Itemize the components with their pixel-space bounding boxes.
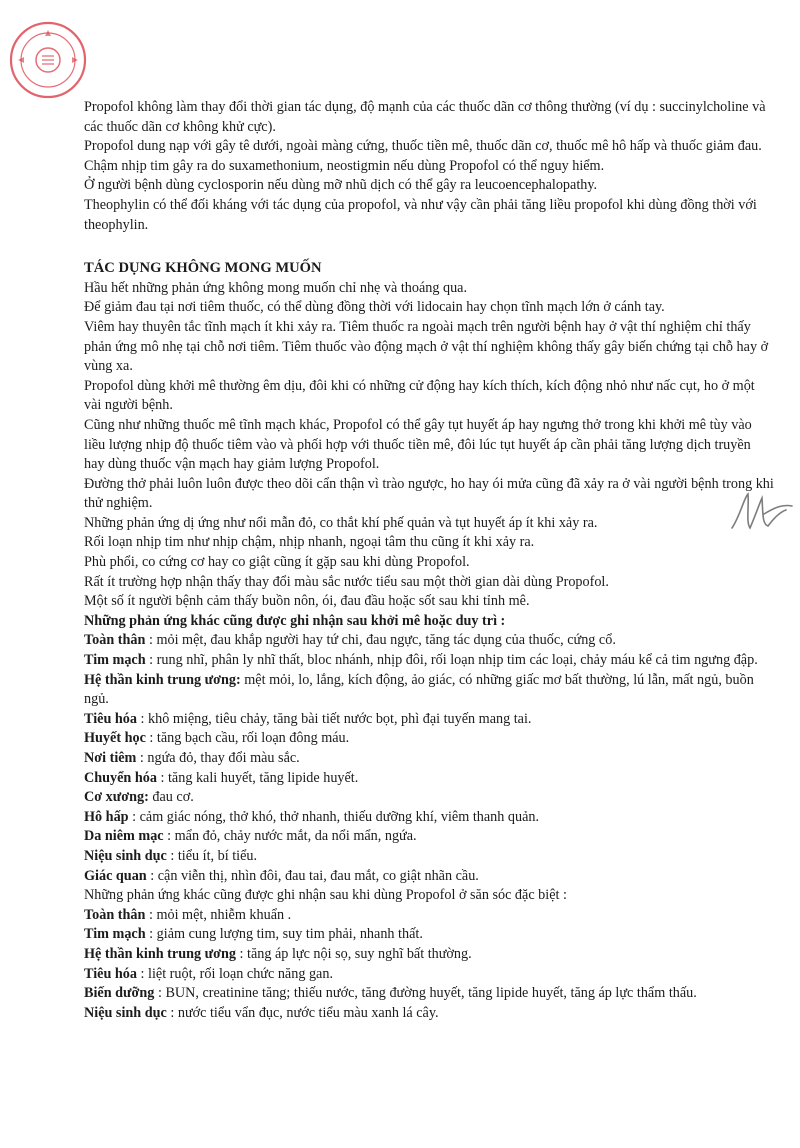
reaction-description: khô miệng, tiêu chảy, tăng bài tiết nước bọt, phì đại tuyến mang tai. [148,710,532,727]
adverse-paragraph: Viêm hay thuyên tắc tĩnh mạch ít khi xảy ra. Tiêm thuốc ra ngoài mạch trên người bệnh hay ở vật thí nghiệm chỉ thấy phản ứng mô nhẹ tại chỗ nơi tiêm. Tiêm thuốc vào động mạch ở vật thí nghiệm không thấy gây biến chứng tại chỗ hay ở vùng xa. [84,318,769,375]
section-heading-adverse-effects: TÁC DỤNG KHÔNG MONG MUỐN [84,260,322,277]
reaction-description: BUN, creatinine tăng; thiếu nước, tăng đường huyết, tăng lipide huyết, tăng áp lực thẩm thấu. [165,985,697,1002]
reaction-item [84,710,774,730]
adverse-paragraph: Những phản ứng dị ứng như nổi mẫn đỏ, co thắt khí phế quản và tụt huyết áp ít khi xảy ra. [84,514,598,531]
reaction-item [84,729,774,749]
adverse-paragraph: Một số ít người bệnh cảm thấy buồn nôn, ói, đau đầu hoặc sốt sau khi tỉnh mê. [84,593,530,610]
reaction-description: mệt mỏi, lo, lắng, kích động, ảo giác, có những giấc mơ bất thường, lú lẫn, mất ngủ, buồn ngủ. [84,671,754,708]
reaction-category: Tiêu hóa [84,965,137,982]
adverse-paragraph: Propofol dùng khởi mê thường êm dịu, đôi khi có những cử động hay kích thích, kích động nhỏ như nấc cụt, ho ở một vài người bệnh. [84,377,755,414]
reaction-description: cận viễn thị, nhìn đôi, đau tai, đau mắt, co giật nhãn cầu. [157,867,479,884]
reaction-separator: : [136,710,149,727]
reaction-separator: : [166,1004,178,1021]
reaction-category: Cơ xương: [84,789,149,806]
reaction-description: giảm cung lượng tim, suy tim phải, nhanh thất. [156,926,423,943]
reaction-category: Hô hấp [84,808,129,825]
reaction-separator: : [145,926,157,943]
adverse-paragraph: Hầu hết những phản ứng không mong muốn chỉ nhẹ và thoáng qua. [84,279,468,296]
interaction-paragraph-1: Propofol không làm thay đổi thời gian tác dụng, độ mạnh của các thuốc dãn cơ thông thường (ví dụ : succinylcholine và các thuốc dãn cơ không khử cực). [84,99,766,135]
reaction-item [84,631,774,651]
reaction-separator: : [163,828,175,845]
reaction-category: Niệu sinh dục [84,1004,167,1021]
reaction-separator: : [136,750,148,766]
adverse-paragraph: Rối loạn nhịp tim như nhịp chậm, nhịp nhanh, ngoại tâm thu cũng ít khi xảy ra. [84,534,535,551]
reaction-category: Huyết học [84,730,146,747]
reaction-separator: : [145,730,157,747]
reaction-separator: : [146,867,158,884]
adverse-paragraph: Phù phổi, co cứng cơ hay co giật cũng ít gặp sau khi dùng Propofol. [84,554,470,571]
reaction-item [84,867,774,887]
document-page [84,98,774,1023]
reaction-category: Toàn thân [84,906,146,923]
reaction-separator: : [235,945,248,962]
red-stamp-seal [8,20,88,100]
reaction-item [84,1004,774,1024]
reaction-description: mẩn đỏ, chảy nước mắt, da nổi mẩn, ngứa. [174,828,417,845]
subheading-intensive-care: Những phản ứng khác cũng được ghi nhận sau khi dùng Propofol ở săn sóc đặc biệt : [84,887,567,904]
reaction-item [84,651,774,671]
reaction-category: Chuyển hóa [84,769,157,786]
reaction-category: Giác quan [84,867,147,884]
reaction-description: tiểu ít, bí tiểu. [177,847,258,864]
reaction-separator: : [156,769,168,786]
reaction-category: Tim mạch [84,926,146,943]
intensive-care-list [84,906,774,1024]
reaction-separator: : [145,906,157,923]
adverse-paragraph: Rất ít trường hợp nhận thấy thay đổi màu sắc nước tiểu sau một thời gian dài dùng Propofol. [84,573,609,590]
reaction-item [84,906,774,926]
reaction-item [84,984,774,1004]
interaction-paragraph-5: Theophylin có thể đối kháng với tác dụng của propofol, và như vậy cần phải tăng liều propofol khi dùng đồng thời với theophylin. [84,196,757,233]
reaction-item [84,925,774,945]
reaction-category: Hệ thần kinh trung ương: [84,671,241,688]
adverse-paragraphs [84,279,774,612]
reaction-category: Toàn thân [84,632,146,649]
interaction-paragraph-2: Propofol dung nạp với gây tê dưới, ngoài màng cứng, thuốc tiền mê, thuốc dãn cơ, thuốc mê hô hấp và thuốc giảm đau. [84,138,762,155]
maintenance-list [84,631,774,886]
reaction-separator: : [166,847,178,864]
interaction-paragraph-3: Chậm nhịp tim gây ra do suxamethonium, neostigmin nếu dùng Propofol có thể nguy hiểm. [84,157,605,174]
reaction-item [84,945,774,965]
reaction-category: Tiêu hóa [84,710,137,727]
reaction-separator: : [128,808,140,825]
adverse-paragraph: Cũng như những thuốc mê tĩnh mạch khác, Propofol có thể gây tụt huyết áp hay ngưng thở trong khi khởi mê tùy vào liều lượng nhịp độ thuốc tiêm vào và phối hợp với thuốc tiền mê, đôi lúc tụt huyết áp cần phải tăng lượng dịch truyền hay dùng thuốc vận mạch hay giảm lượng Propofol. [84,416,752,473]
interaction-paragraph-4: Ở người bệnh dùng cyclosporin nếu dùng mỡ nhũ dịch có thể gây ra leucoencephalopathy. [84,177,598,194]
reaction-description: tăng kali huyết, tăng lipide huyết. [167,769,359,786]
reaction-item [84,965,774,985]
section-gap [84,235,774,259]
reaction-separator: : [154,985,166,1002]
reaction-item [84,788,774,808]
reaction-category: Da niêm mạc [84,828,164,845]
reaction-description: liệt ruột, rối loạn chức năng gan. [148,965,333,982]
reaction-category: Hệ thần kinh trung ương [84,945,236,962]
reaction-description: mỏi mệt, nhiễm khuẩn . [156,906,292,923]
reaction-item [84,827,774,847]
reaction-description: cảm giác nóng, thở khó, thở nhanh, thiếu dưỡng khí, viêm thanh quản. [139,808,540,825]
reaction-category: Nơi tiêm [84,750,137,766]
reaction-category: Niệu sinh dục [84,847,167,864]
reaction-description: nước tiểu vẩn đục, nước tiểu màu xanh lá cây. [177,1004,439,1021]
reaction-description: mỏi mệt, đau khắp người hay tứ chi, đau ngực, tăng tác dụng của thuốc, cứng cổ. [156,632,616,649]
reaction-item [84,847,774,867]
adverse-paragraph: Đường thở phải luôn luôn được theo dõi cẩn thận vì trào ngược, ho hay ói mửa cũng đã xảy ra ở vài người bệnh trong khi thử nghiệm. [84,475,774,512]
reaction-description: đau cơ. [152,789,194,806]
reaction-item [84,671,774,710]
reaction-description: ngứa đỏ, thay đổi màu sắc. [147,750,300,766]
reaction-separator: : [145,632,157,649]
reaction-category: Tim mạch [84,652,146,669]
reaction-item [84,749,774,769]
reaction-description: tăng bạch cầu, rối loạn đông máu. [156,730,350,747]
reaction-separator: : [136,965,149,982]
reaction-item [84,769,774,789]
reaction-item [84,808,774,828]
subheading-induction-maintenance: Những phản ứng khác cũng được ghi nhận sau khởi mê hoặc duy trì : [84,612,506,629]
reaction-separator: : [145,652,157,669]
reaction-description: tăng áp lực nội sọ, suy nghĩ bất thường. [247,945,472,962]
reaction-category: Biến dưỡng [84,985,155,1002]
reaction-description: rung nhĩ, phân ly nhĩ thất, bloc nhánh, nhịp đôi, rối loạn nhịp tim các loại, chảy máu kể cả tim ngưng đập. [156,652,758,669]
adverse-paragraph: Để giảm đau tại nơi tiêm thuốc, có thể dùng đồng thời với lidocain hay chọn tĩnh mạch lớn ở cánh tay. [84,299,665,316]
